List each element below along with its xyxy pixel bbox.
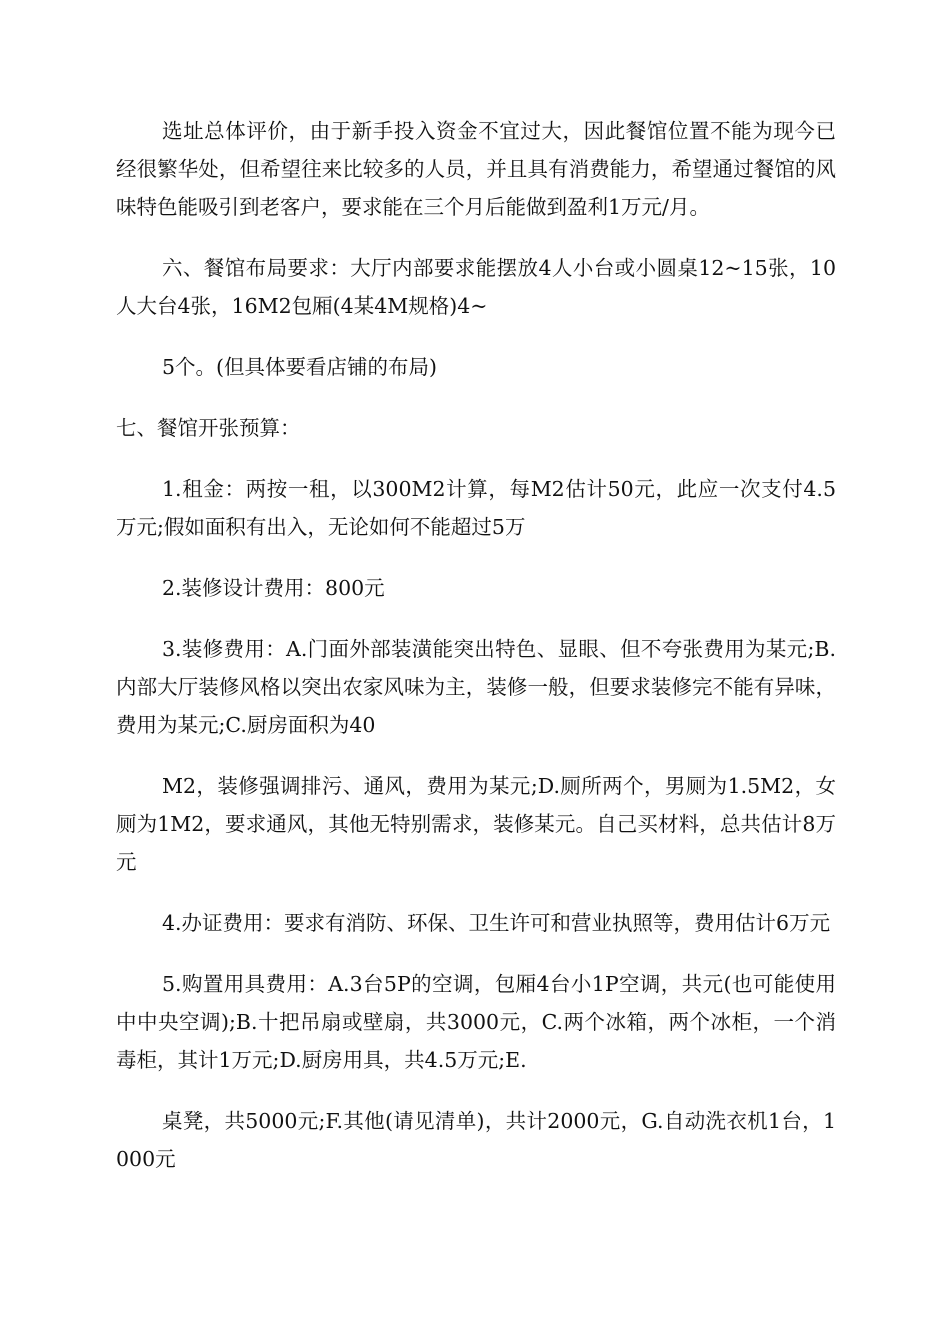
paragraph-rent: 1.租金：两按一租，以300M2计算，每M2估计50元，此应一次支付4.5万元;假如面积有出入，无论如何不能超过5万 [116,477,836,539]
paragraph-renovation-fee: 3.装修费用：A.门面外部装潢能突出特色、显眼、但不夸张费用为某元;B.内部大厅装修风格以突出农家风味为主，装修一般，但要求装修完不能有异味，费用为某元;C.厨房面积为40 [116,637,836,737]
paragraph-license-fee: 4.办证费用：要求有消防、环保、卫生许可和营业执照等，费用估计6万元 [162,911,831,935]
paragraph-equipment-fee: 5.购置用具费用：A.3台5P的空调，包厢4台小1P空调，共元(也可能使用中中央空调);B.十把吊扇或壁扇，共3000元，C.两个冰箱，两个冰柜，一个消毒柜，其计1万元;D.厨房用具，共4.5万元;E. [116,972,836,1072]
paragraph-design-fee: 2.装修设计费用：800元 [162,576,385,600]
paragraph-layout-requirements: 六、餐馆布局要求：大厅内部要求能摆放4人小台或小圆桌12~15张，10人大台4张，16M2包厢(4某4M规格)4~ [116,256,836,318]
paragraph-furniture-fee: 桌凳，共5000元;F.其他(请见清单)，共计2000元，G.自动洗衣机1台，1000元 [116,1109,836,1171]
paragraph-renovation-continued: M2，装修强调排污、通风，费用为某元;D.厕所两个，男厕为1.5M2，女厕为1M2，要求通风，其他无特别需求，装修某元。自己买材料，总共估计8万元 [116,774,836,874]
document-body [116,112,836,1201]
paragraph-site-evaluation: 选址总体评价，由于新手投入资金不宜过大，因此餐馆位置不能为现今已经很繁华处，但希望往来比较多的人员，并且具有消费能力，希望通过餐馆的风味特色能吸引到老客户，要求能在三个月后能做到盈利1万元/月。 [116,119,836,219]
section-heading-budget: 七、餐馆开张预算： [116,416,301,440]
paragraph-layout-note: 5个。(但具体要看店铺的布局) [162,355,438,379]
